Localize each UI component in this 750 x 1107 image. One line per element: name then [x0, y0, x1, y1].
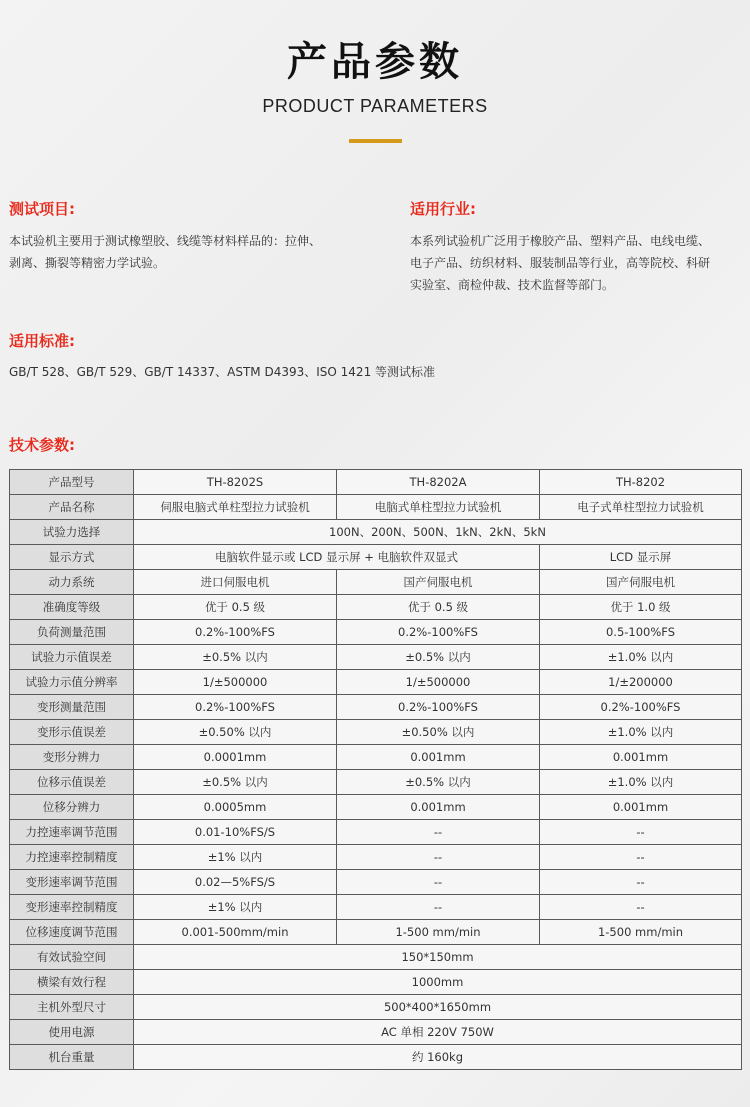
param-label: 位移分辨力: [10, 795, 134, 820]
param-value: 0.0005mm: [134, 795, 337, 820]
param-value: --: [337, 845, 540, 870]
param-value: TH-8202A: [337, 470, 540, 495]
page-title-en: PRODUCT PARAMETERS: [262, 96, 488, 116]
param-value: ±0.50% 以内: [337, 720, 540, 745]
param-value: ±0.50% 以内: [134, 720, 337, 745]
table-row: [10, 695, 742, 720]
industries-heading: 适用行业:: [410, 200, 476, 218]
table-row: [10, 670, 742, 695]
param-value: 0.2%-100%FS: [540, 695, 742, 720]
param-label: 产品型号: [10, 470, 134, 495]
param-label: 试验力示值分辨率: [10, 670, 134, 695]
param-value: 伺服电脑式单柱型拉力试验机: [134, 495, 337, 520]
param-value: ±1% 以内: [134, 845, 337, 870]
param-value: 0.001mm: [337, 745, 540, 770]
param-value: 1/±200000: [540, 670, 742, 695]
param-label: 机台重量: [10, 1045, 134, 1070]
standards-heading: 适用标准:: [9, 332, 75, 350]
param-value: ±0.5% 以内: [337, 645, 540, 670]
table-row: [10, 645, 742, 670]
table-row: [10, 970, 742, 995]
param-value: 0.2%-100%FS: [134, 620, 337, 645]
param-value: 0.2%-100%FS: [337, 695, 540, 720]
param-label: 变形测量范围: [10, 695, 134, 720]
table-row: [10, 770, 742, 795]
param-value: 0.001mm: [337, 795, 540, 820]
param-label: 试验力示值误差: [10, 645, 134, 670]
param-value: 优于 0.5 级: [134, 595, 337, 620]
param-value: 0.001mm: [540, 795, 742, 820]
test-items-line: 本试验机主要用于测试橡塑胶、线缆等材料样品的：拉伸、: [9, 234, 322, 248]
param-label: 位移速度调节范围: [10, 920, 134, 945]
param-value: ±0.5% 以内: [134, 770, 337, 795]
param-value: 电脑式单柱型拉力试验机: [337, 495, 540, 520]
param-label: 动力系统: [10, 570, 134, 595]
param-label: 试验力选择: [10, 520, 134, 545]
table-row: [10, 995, 742, 1020]
param-label: 主机外型尺寸: [10, 995, 134, 1020]
param-label: 有效试验空间: [10, 945, 134, 970]
param-value: AC 单相 220V 750W: [134, 1020, 742, 1045]
param-value: --: [540, 895, 742, 920]
param-value: ±0.5% 以内: [134, 645, 337, 670]
param-value: 0.02—5%FS/S: [134, 870, 337, 895]
table-row: [10, 820, 742, 845]
param-value: 优于 0.5 级: [337, 595, 540, 620]
table-row: [10, 570, 742, 595]
param-label: 力控速率控制精度: [10, 845, 134, 870]
param-label: 变形示值误差: [10, 720, 134, 745]
param-value: --: [540, 820, 742, 845]
param-value: 国产伺服电机: [337, 570, 540, 595]
param-value: --: [540, 845, 742, 870]
param-label: 位移示值误差: [10, 770, 134, 795]
param-value: 100N、200N、500N、1kN、2kN、5kN: [134, 520, 742, 545]
param-value: ±1.0% 以内: [540, 645, 742, 670]
param-label: 变形速率控制精度: [10, 895, 134, 920]
table-row: [10, 495, 742, 520]
param-value: --: [540, 870, 742, 895]
param-value: 0.2%-100%FS: [134, 695, 337, 720]
test-items-text: [9, 230, 379, 274]
param-value: LCD 显示屏: [540, 545, 742, 570]
param-label: 力控速率调节范围: [10, 820, 134, 845]
test-items-line: 剥离、撕裂等精密力学试验。: [9, 256, 166, 270]
table-row: [10, 470, 742, 495]
param-value: 电子式单柱型拉力试验机: [540, 495, 742, 520]
param-value: --: [337, 895, 540, 920]
param-value: 优于 1.0 级: [540, 595, 742, 620]
table-row: [10, 795, 742, 820]
param-value: 0.0001mm: [134, 745, 337, 770]
param-value: 150*150mm: [134, 945, 742, 970]
param-value: --: [337, 820, 540, 845]
param-label: 使用电源: [10, 1020, 134, 1045]
title-divider: [349, 139, 402, 143]
table-row: [10, 1045, 742, 1070]
param-label: 变形速率调节范围: [10, 870, 134, 895]
table-row: [10, 1020, 742, 1045]
param-value: 国产伺服电机: [540, 570, 742, 595]
standards-text: GB/T 528、GB/T 529、GB/T 14337、ASTM D4393、ISO 1421 等测试标准: [9, 365, 436, 379]
param-value: TH-8202S: [134, 470, 337, 495]
param-label: 横梁有效行程: [10, 970, 134, 995]
param-value: 电脑软件显示或 LCD 显示屏 + 电脑软件双显式: [134, 545, 540, 570]
page-title-cn: 产品参数: [287, 39, 463, 85]
param-label: 显示方式: [10, 545, 134, 570]
table-row: [10, 720, 742, 745]
param-value: 0.001-500mm/min: [134, 920, 337, 945]
industries-text: [410, 230, 745, 296]
param-value: ±0.5% 以内: [337, 770, 540, 795]
param-value: 1-500 mm/min: [337, 920, 540, 945]
param-label: 产品名称: [10, 495, 134, 520]
table-row: [10, 845, 742, 870]
table-row: [10, 520, 742, 545]
param-value: 约 160kg: [134, 1045, 742, 1070]
table-row: [10, 945, 742, 970]
param-value: 0.2%-100%FS: [337, 620, 540, 645]
param-value: 0.5-100%FS: [540, 620, 742, 645]
param-value: 1/±500000: [337, 670, 540, 695]
param-value: 0.01-10%FS/S: [134, 820, 337, 845]
industries-line: 电子产品、纺织材料、服装制品等行业，高等院校、科研: [410, 256, 711, 270]
param-value: 1/±500000: [134, 670, 337, 695]
param-value: 0.001mm: [540, 745, 742, 770]
test-items-heading: 测试项目:: [9, 200, 75, 218]
param-value: 1-500 mm/min: [540, 920, 742, 945]
table-row: [10, 545, 742, 570]
table-row: [10, 920, 742, 945]
param-value: 500*400*1650mm: [134, 995, 742, 1020]
tech-params-table: [9, 469, 742, 1070]
param-value: ±1.0% 以内: [540, 720, 742, 745]
table-row: [10, 620, 742, 645]
param-label: 负荷测量范围: [10, 620, 134, 645]
table-row: [10, 745, 742, 770]
table-row: [10, 595, 742, 620]
param-value: ±1% 以内: [134, 895, 337, 920]
industries-line: 实验室、商检仲裁、技术监督等部门。: [410, 278, 615, 292]
param-label: 准确度等级: [10, 595, 134, 620]
param-value: 1000mm: [134, 970, 742, 995]
param-value: --: [337, 870, 540, 895]
param-value: 进口伺服电机: [134, 570, 337, 595]
param-label: 变形分辨力: [10, 745, 134, 770]
table-row: [10, 870, 742, 895]
tech-heading: 技术参数:: [9, 436, 75, 454]
param-value: ±1.0% 以内: [540, 770, 742, 795]
industries-line: 本系列试验机广泛用于橡胶产品、塑料产品、电线电缆、: [410, 234, 711, 248]
param-value: TH-8202: [540, 470, 742, 495]
table-row: [10, 895, 742, 920]
